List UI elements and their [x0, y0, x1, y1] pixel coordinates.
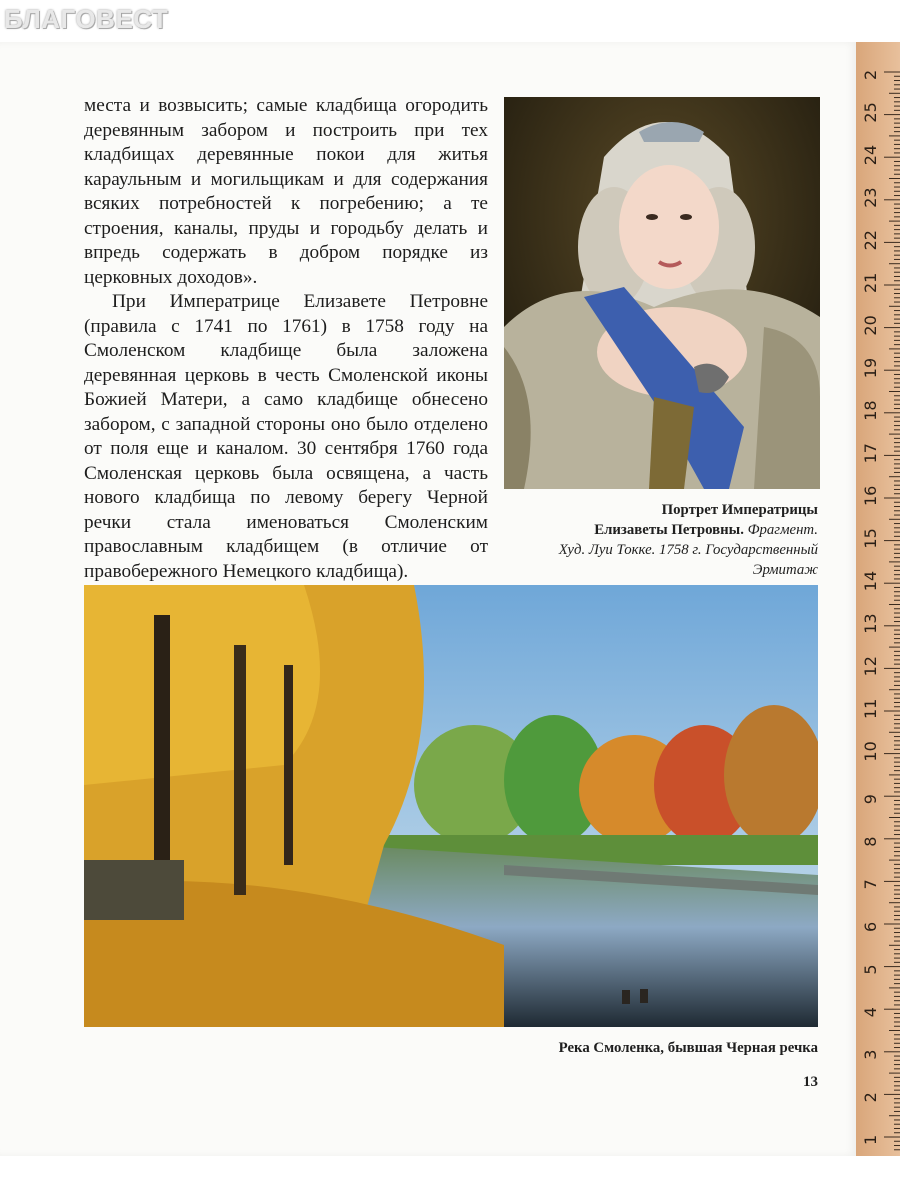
ruler-number: 6	[861, 921, 880, 932]
caption-artist: Худ. Луи Токке. 1758 г. Государственный	[558, 542, 818, 558]
ruler-number: 12	[861, 656, 880, 677]
ruler-number: 10	[861, 741, 880, 762]
ruler-number: 24	[861, 144, 880, 166]
ruler-number: 3	[861, 1049, 880, 1060]
ruler-number: 1	[861, 1134, 880, 1145]
caption-title-line2: Елизаветы Петровны.	[594, 522, 744, 538]
body-text	[84, 94, 488, 584]
ruler-number: 4	[861, 1007, 880, 1018]
ruler-number: 19	[861, 357, 880, 379]
ruler-number: 17	[861, 443, 880, 464]
ruler-number: 11	[861, 698, 880, 719]
ruler-number: 20	[861, 315, 880, 336]
ruler-number: 9	[861, 794, 880, 805]
paragraph-1: места и возвысить; самые кладбища огородить деревянным забором и построить при тех кладбищах деревянные покои для житья караульным и могильщикам и для содержания всяких потребностей к погребению; а те строения, каналы, пруды и городьбу делать и впредь содержать в добром порядке из церковных доходов».	[84, 95, 488, 288]
page-number: 13	[803, 1074, 818, 1090]
ruler-number: 18	[861, 400, 880, 421]
ruler-number: 25	[861, 102, 880, 123]
ruler-number: 8	[861, 836, 880, 847]
ruler-number: 16	[861, 485, 880, 506]
caption-museum: Эрмитаж	[752, 562, 818, 578]
ruler-number: 22	[861, 230, 880, 251]
watermark-logo: БЛАГОВЕСТ	[4, 4, 169, 34]
ruler-number: 5	[861, 964, 880, 975]
ruler-number: 14	[861, 570, 880, 592]
caption-title-line1: Портрет Императрицы	[661, 502, 818, 518]
portrait-caption	[504, 500, 818, 580]
ruler-number: 15	[861, 528, 880, 549]
portrait-image	[504, 97, 820, 489]
ruler-number: 23	[861, 187, 880, 208]
landscape-caption: Река Смоленка, бывшая Черная речка	[558, 1040, 818, 1056]
ruler	[856, 42, 900, 1156]
ruler-number: 2	[861, 1092, 880, 1103]
ruler-number: 13	[861, 613, 880, 634]
ruler-number: 2	[861, 69, 880, 80]
caption-fragment: Фрагмент.	[747, 522, 818, 538]
landscape-photo	[84, 585, 818, 1027]
ruler-number: 21	[861, 272, 880, 293]
paragraph-2: При Императрице Елизавете Петровне (правила с 1741 по 1761) в 1758 году на Смоленском кладбище была заложена деревянная церковь в честь Смоленской иконы Божией Матери, а само кладбище обнесено забором, с западной стороны оно было отделено от поля еще и каналом. 30 сентября 1760 года Смоленская церковь была освящена, а часть нового кладбища по левому берегу Черной речки стала именоваться Смоленским православным кладбищем (в отличие от правобережного Немецкого кладбища).	[84, 291, 488, 582]
ruler-number: 7	[861, 879, 880, 890]
